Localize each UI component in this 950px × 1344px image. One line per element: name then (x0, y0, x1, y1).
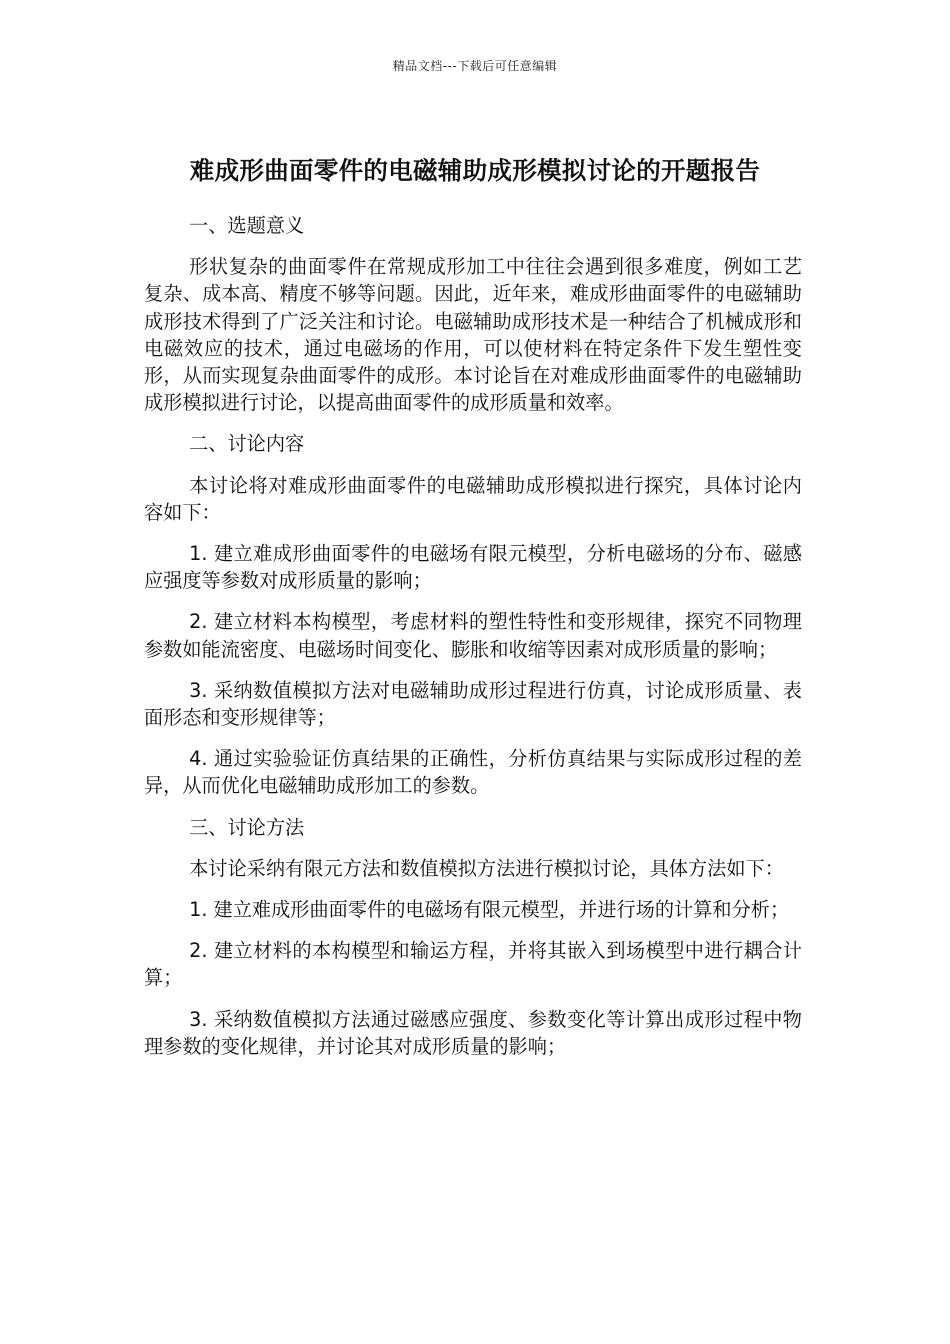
method-list-item: 3. 采纳数值模拟方法通过磁感应强度、参数变化等计算出成形过程中物理参数的变化规律，并讨论其对成形质量的影响； (144, 1007, 802, 1058)
content-list-item: 2. 建立材料本构模型，考虑材料的塑性特性和变形规律，探究不同物理参数如能流密度、电磁场时间变化、膨胀和收缩等因素对成形质量的影响； (144, 610, 802, 661)
document-title: 难成形曲面零件的电磁辅助成形模拟讨论的开题报告 (189, 156, 761, 186)
section-heading-method: 三、讨论方法 (189, 815, 305, 839)
significance-paragraph: 形状复杂的曲面零件在常规成形加工中往往会遇到很多难度，例如工艺复杂、成本高、精度不够等问题。因此，近年来，难成形曲面零件的电磁辅助成形技术得到了广泛关注和讨论。电磁辅助成形技术是一种结合了机械成形和电磁效应的技术，通过电磁场的作用，可以使材料在特定条件下发生塑性变形，从而实现复杂曲面零件的成形。本讨论旨在对难成形曲面零件的电磁辅助成形模拟进行讨论，以提高曲面零件的成形质量和效率。 (144, 255, 802, 415)
section-heading-significance: 一、选题意义 (189, 214, 305, 237)
content-intro-paragraph: 本讨论将对难成形曲面零件的电磁辅助成形模拟进行探究，具体讨论内容如下： (144, 473, 802, 524)
header-note: 精品文档---下载后可任意编辑 (392, 59, 558, 73)
content-list-item: 4. 通过实验验证仿真结果的正确性，分析仿真结果与实际成形过程的差异，从而优化电磁辅助成形加工的参数。 (144, 747, 802, 798)
method-list-item: 1. 建立难成形曲面零件的电磁场有限元模型，并进行场的计算和分析； (189, 898, 790, 922)
method-intro-paragraph: 本讨论采纳有限元方法和数值模拟方法进行模拟讨论，具体方法如下： (189, 856, 784, 880)
method-list-item: 2. 建立材料的本构模型和输运方程，并将其嵌入到场模型中进行耦合计算； (144, 939, 802, 990)
document-body (144, 212, 802, 1074)
content-list-item: 1. 建立难成形曲面零件的电磁场有限元模型，分析电磁场的分布、磁感应强度等参数对成形质量的影响； (144, 542, 802, 593)
content-list-item: 3. 采纳数值模拟方法对电磁辅助成形过程进行仿真，讨论成形质量、表面形态和变形规律等； (144, 678, 802, 730)
section-heading-content: 二、讨论内容 (189, 432, 305, 456)
